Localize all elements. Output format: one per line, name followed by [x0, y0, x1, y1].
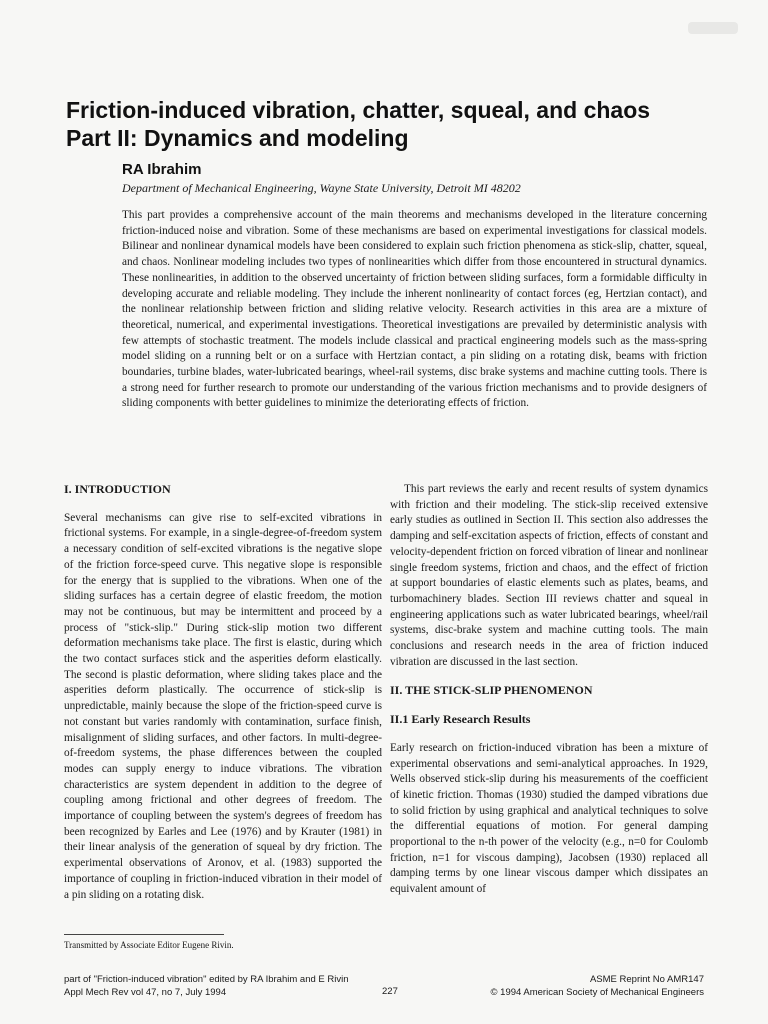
scan-smudge: [688, 22, 738, 34]
abstract-text: This part provides a comprehensive account of the main theorems and mechanisms developed in the literature concerning friction-induced noise and vibration. Some of these mechanisms are based on experimental investigations for classical models. Bilinear and nonlinear dynamical models have been considered to explain such friction phenomena as stick-slip, chatter, squeal, and chaos. Nonlinear modeling includes two types of nonlinearities which differ from those encountered in structural dynamics. These nonlinearities, in addition to the observed uncertainty of friction between sliding surfaces, form a formidable difficulty in developing accurate and reliable modeling. They include the inherent nonlinearity of contact forces (eg, Hertzian contact), and the nonlinear relationship between friction and sliding relative velocity. Research activities in this area are a mixture of theoretical, numerical, and experimental investigations. Theoretical investigations are prevailed by deterministic analysis with few attempts of stochastic treatment. The models include classical and practical engineering models such as the mass-spring model sliding on a running belt or on a surface with Hertzian contact, a pin sliding on a rotating disk, beams with friction boundaries, turbine blades, water-lubricated bearings, wheel-rail systems, disc brake systems and machine cutting tools. There is a strong need for further research to promote our understanding of the various friction mechanisms and to provide designers of sliding components with better guidelines to minimize the deteriorating effects of friction.: [122, 209, 707, 410]
overview-paragraph: This part reviews the early and recent results of system dynamics with friction and their modeling. The stick-slip received extensive early studies as outlined in Section II. This section also addresses the damping and self-excitation aspects of friction, effects of constant and velocity-dependent friction on forced vibration of linear and nonlinear single freedom systems, friction and chaos, and the effect of friction at support boundaries of elastic elements such as plates, beams, and turbomachinery blades. Section III reviews chatter and squeal in engineering applications such as water lubricated bearings, wheel/rail systems, disc-brake system and machine cutting tools. The main conclusions and research needs in the area of friction induced vibration are discussed in the last section.: [390, 483, 708, 668]
footer-citation-line-1: part of "Friction-induced vibration" edited by RA Ibrahim and E Rivin: [64, 974, 349, 985]
footer-citation: [64, 973, 349, 999]
section-2-1-paragraph: Early research on friction-induced vibration has been a mixture of experimental observations and semi-analytical approaches. In 1929, Wells observed stick-slip during his measurements of the coefficient of kinetic friction. Thomas (1930) studied the damped vibrations due to solid friction by using graphical and analytical techniques to solve the differential equations of motion. For general damping proportional to the n-th power of the velocity (e.g., n=0 for Coulomb friction, n=1 for viscous damping), Jacobsen (1930) replaced all damping terms by one linear viscous damper which dissipates an equivalent amount of: [390, 741, 708, 896]
section-2-1-heading: II.1 Early Research Results: [390, 712, 531, 727]
right-column: [390, 482, 708, 898]
author-affiliation: Department of Mechanical Engineering, Wayne State University, Detroit MI 48202: [122, 181, 521, 195]
footer-reprint-number: ASME Reprint No AMR147: [589, 974, 704, 985]
footer-copyright: [491, 973, 704, 999]
section-1-paragraph: Several mechanisms can give rise to self-excited vibrations in frictional systems. For example, in a single-degree-of-freedom system a necessary condition of self-excited vibrations is the negative slope of the friction force-speed curve. This negative slope is responsible for the energy that is supplied to the vibrations. When one of the sliding surfaces has a certain degree of elastic freedom, the motion may not be continuous, but may be intermittent and proceed by a process of "stick-slip." During stick-slip motion two different deformation mechanisms take place. The first is elastic, during which the two contact surfaces stick and the asperities deform elastically. The second is plastic deformation, where sliding takes place and the asperities deform plastically. The occurrence of stick-slip is unpredictable, mainly because the slope of the friction-speed curve is not constant but varies randomly with contamination, surface finish, misalignment of sliding surfaces, and other factors. In multi-degree-of-freedom systems, the phase differences between the coupled modes can supply energy to induce vibrations. The vibration characteristics are system dependent in addition to the degree of coupling among frictional and other degrees of freedom. The importance of coupling between the system's degrees of freedom has been recognized by Earles and Lee (1976) and by Krauter (1981) in their linear analysis of the generation of squeal by dry friction. The experimental observations of Aronov, et al. (1983) supported the importance of coupling in friction-induced vibration in their model of a pin sliding on a rotating disk.: [64, 511, 382, 901]
page-number: 227: [382, 986, 398, 997]
title-line-2: Part II: Dynamics and modeling: [66, 125, 409, 151]
paper-title: [66, 96, 746, 152]
author-name: RA Ibrahim: [122, 161, 202, 178]
footer-copyright-line: © 1994 American Society of Mechanical Engineers: [490, 987, 704, 998]
footnote: Transmitted by Associate Editor Eugene Rivin.: [64, 940, 234, 950]
section-2-heading: II. THE STICK-SLIP PHENOMENON: [390, 683, 593, 698]
footnote-divider: [64, 934, 224, 935]
footer-citation-line-2: Appl Mech Rev vol 47, no 7, July 1994: [64, 987, 227, 998]
left-column: [64, 482, 382, 903]
section-1-heading: I. INTRODUCTION: [64, 482, 171, 496]
title-line-1: Friction-induced vibration, chatter, squeal, and chaos: [66, 97, 651, 123]
